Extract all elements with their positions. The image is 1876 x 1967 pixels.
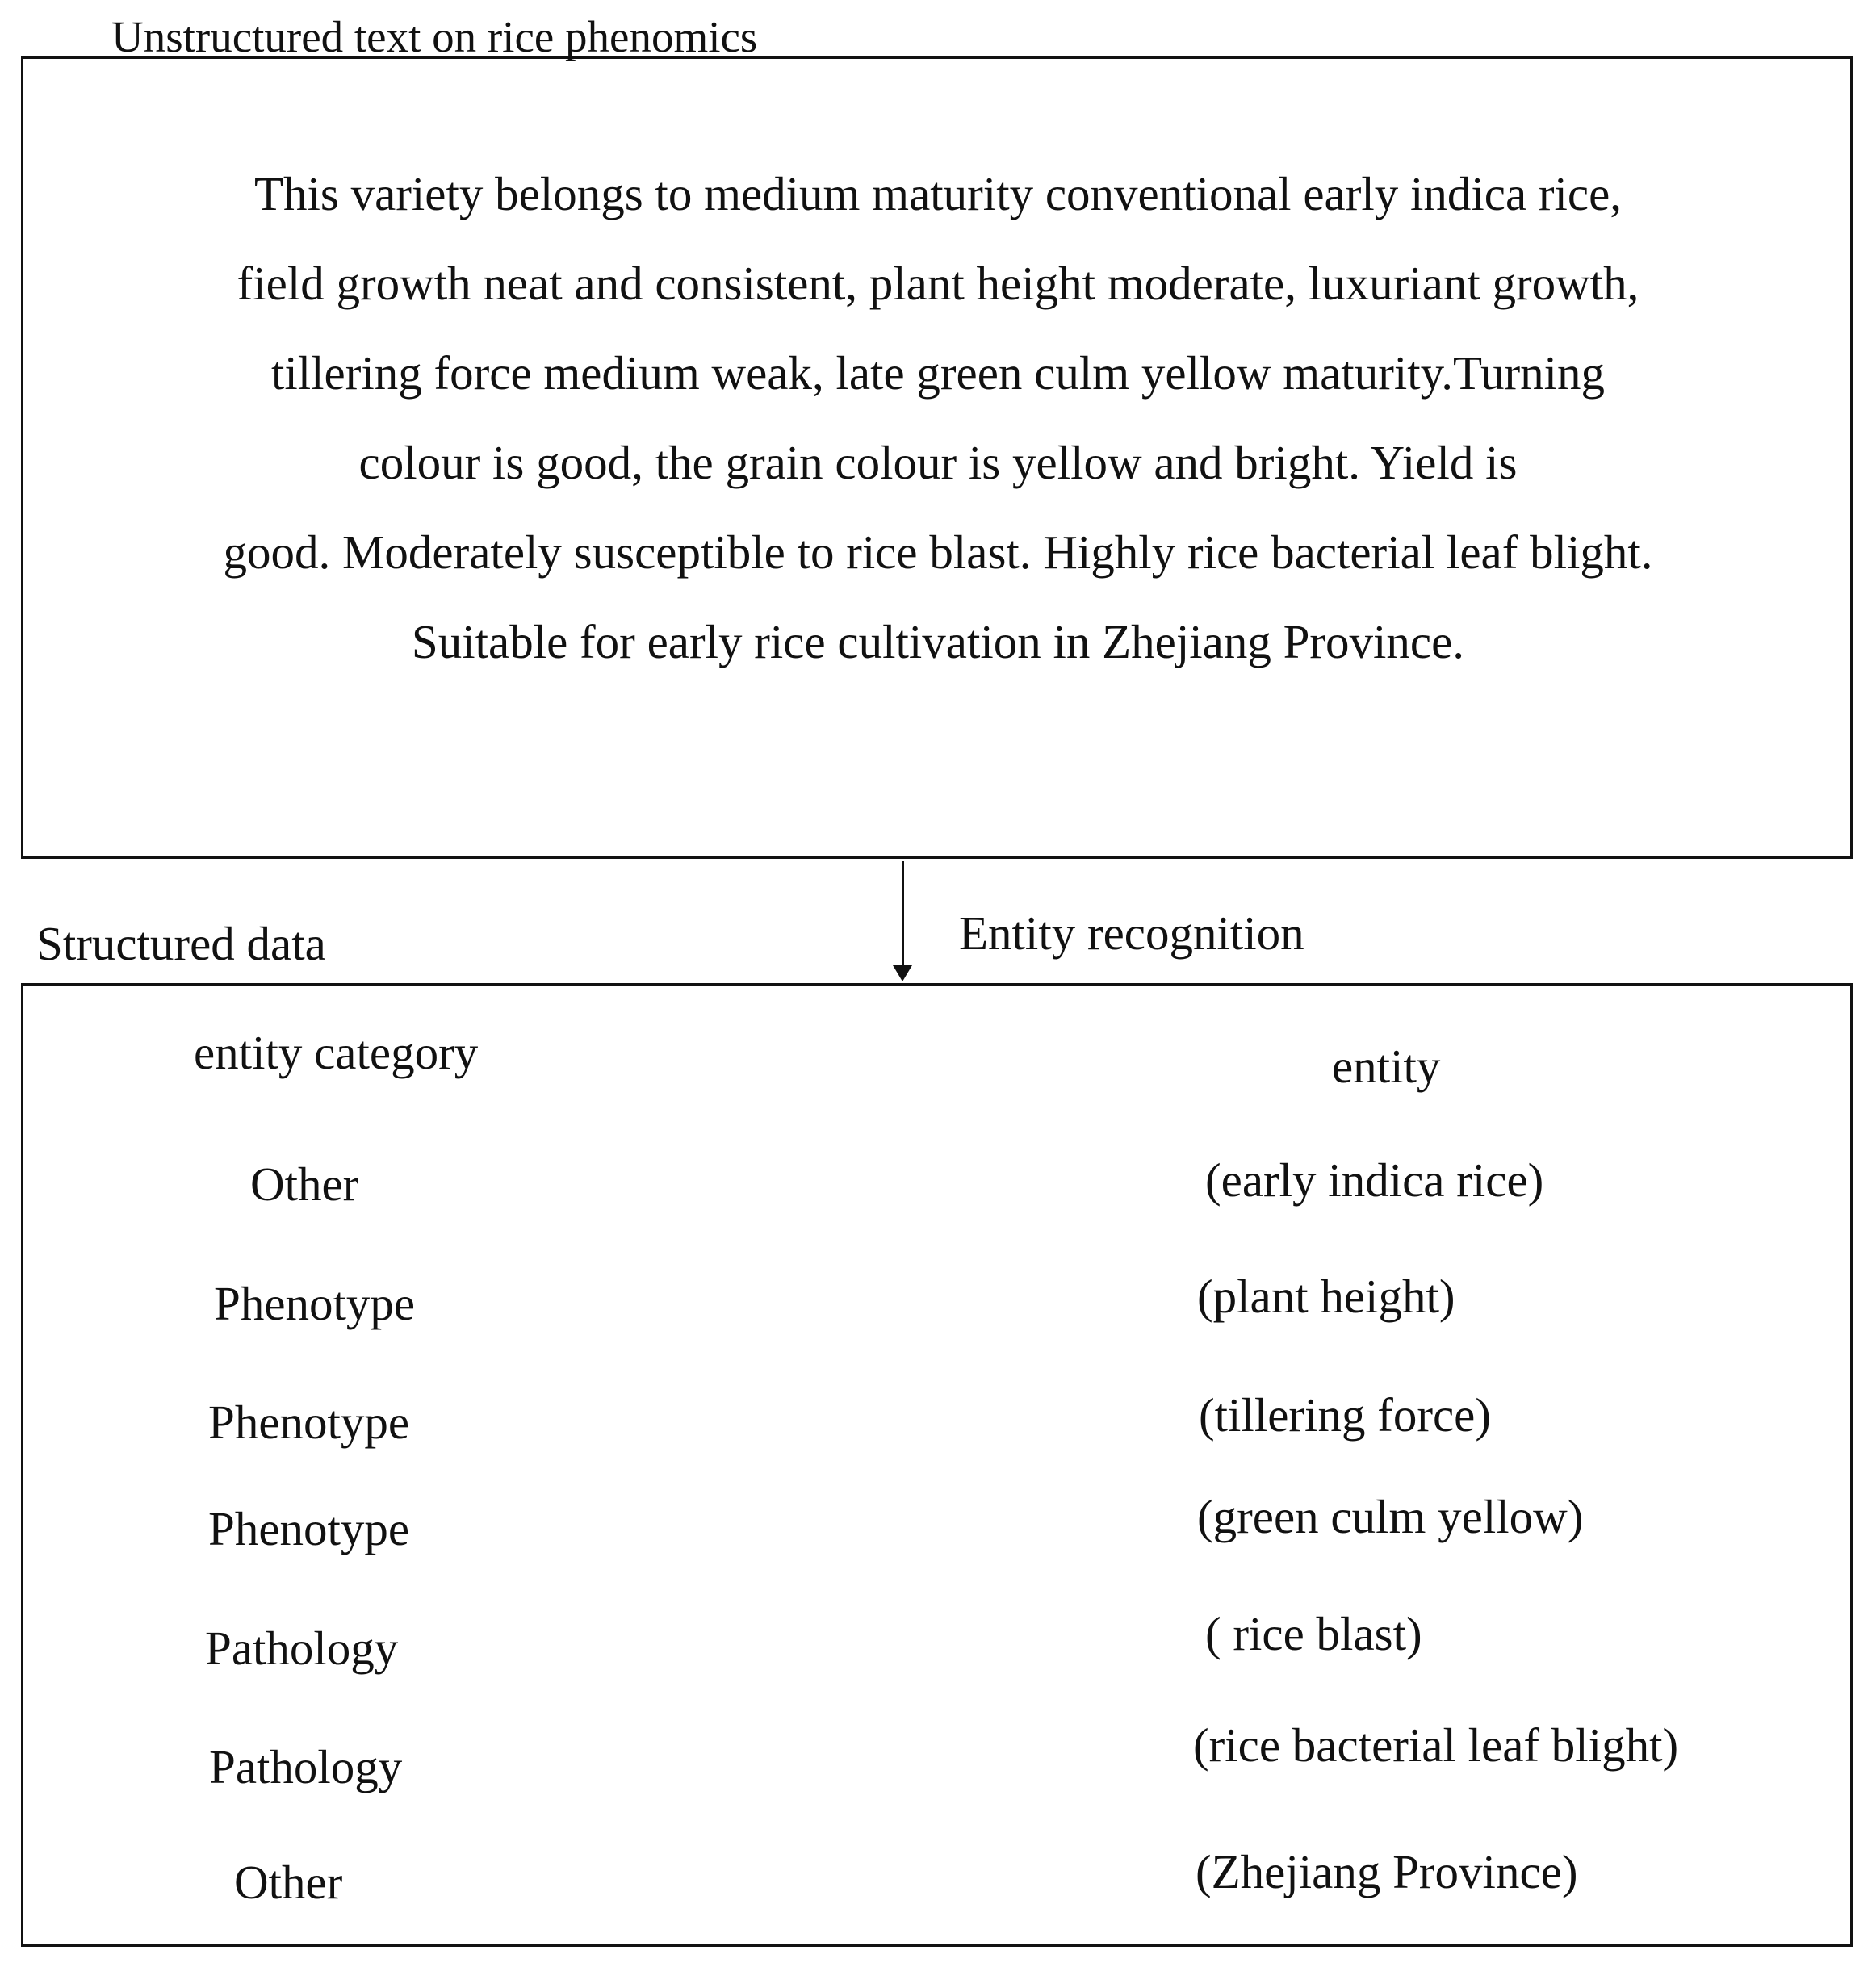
row-category: Phenotype (208, 1396, 410, 1449)
row-entity: (rice bacterial leaf blight) (1193, 1718, 1679, 1772)
row-category: Pathology (205, 1622, 399, 1675)
structured-data-box (21, 983, 1853, 1947)
paragraph-line: This variety belongs to medium maturity conventional early indica rice, (253, 167, 1623, 220)
row-entity: (early indica rice) (1205, 1153, 1544, 1207)
row-category: Phenotype (214, 1277, 416, 1330)
paragraph-line: tillering force medium weak, late green culm yellow maturity.Turning (270, 346, 1606, 400)
row-entity: (Zhejiang Province) (1196, 1845, 1578, 1898)
header-entity-category: entity category (194, 1026, 479, 1079)
entity-recognition-label: Entity recognition (959, 906, 1304, 960)
flow-arrow-line (902, 861, 904, 974)
row-category: Other (250, 1157, 359, 1211)
row-category: Pathology (209, 1740, 403, 1793)
paragraph-line: colour is good, the grain colour is yellow and bright. Yield is (358, 436, 1518, 489)
arrow-down-icon (893, 965, 912, 981)
paragraph-line: field growth neat and consistent, plant height moderate, luxuriant growth, (237, 257, 1639, 310)
paragraph-line: good. Moderately susceptible to rice blast. Highly rice bacterial leaf blight. (223, 525, 1653, 579)
row-entity: (plant height) (1197, 1270, 1455, 1323)
unstructured-paragraph (0, 149, 1876, 687)
paragraph-line: Suitable for early rice cultivation in Zhejiang Province. (411, 615, 1465, 668)
row-category: Phenotype (208, 1502, 410, 1555)
row-entity: ( rice blast) (1205, 1607, 1422, 1660)
row-entity: (green culm yellow) (1197, 1490, 1584, 1543)
structured-data-title: Structured data (36, 917, 326, 970)
header-entity: entity (1332, 1040, 1441, 1093)
unstructured-text-title: Unstructured text on rice phenomics (111, 12, 758, 61)
row-category: Other (234, 1856, 343, 1909)
row-entity: (tillering force) (1199, 1388, 1492, 1442)
